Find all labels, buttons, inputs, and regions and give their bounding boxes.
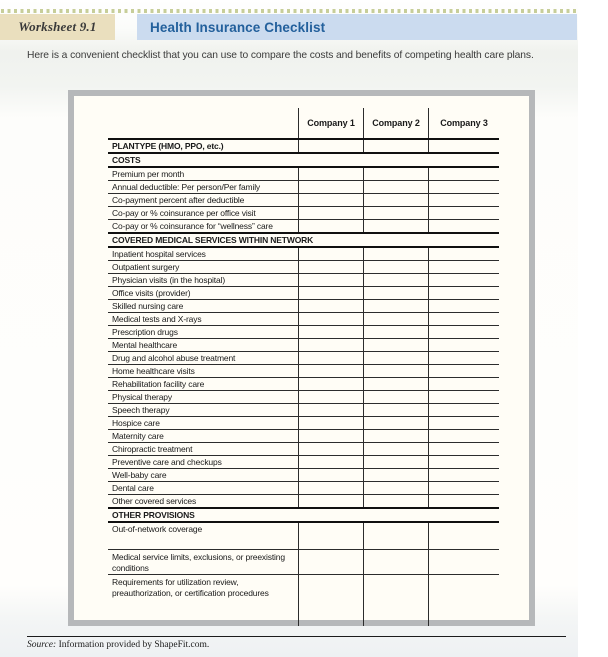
table-cell (298, 207, 363, 219)
section-row (108, 509, 499, 523)
table-cell (298, 140, 363, 152)
row-label: Maternity care (112, 431, 164, 441)
table-cell (363, 140, 428, 152)
row-label: Medical tests and X-rays (112, 314, 202, 324)
table-cell (428, 220, 499, 232)
table-cell (298, 313, 363, 325)
row-label: Dental care (112, 483, 154, 493)
table-header-row (108, 108, 499, 140)
title-bar (0, 14, 577, 40)
table-cell (363, 168, 428, 180)
table-cell (363, 274, 428, 286)
table-cell (298, 456, 363, 468)
table-cell (298, 261, 363, 273)
table-cell (298, 352, 363, 364)
table-cell (428, 391, 499, 403)
header-spacer (108, 108, 298, 138)
table-row (108, 430, 499, 443)
row-label: Hospice care (112, 418, 160, 428)
section-row (108, 234, 499, 248)
table-row (108, 339, 499, 352)
table-cell (298, 339, 363, 351)
table-cell (298, 274, 363, 286)
table-cell (363, 378, 428, 390)
table-row (108, 194, 499, 207)
page-title: Health Insurance Checklist (137, 14, 577, 40)
table-cell (428, 469, 499, 481)
row-label: Drug and alcohol abuse treatment (112, 353, 236, 363)
row-label: Office visits (provider) (112, 288, 191, 298)
table-cell (428, 430, 499, 442)
worksheet-panel (68, 90, 535, 626)
section-row (108, 154, 499, 168)
table-cell (428, 482, 499, 494)
row-label: COVERED MEDICAL SERVICES WITHIN NETWORK (112, 235, 314, 245)
table-cell (298, 575, 363, 626)
table-cell (428, 352, 499, 364)
row-label: Co-pay or % coinsurance for “wellness” care (112, 221, 273, 231)
table-row (108, 181, 499, 194)
row-label: Outpatient surgery (112, 262, 180, 272)
table-cell (363, 495, 428, 507)
row-label: Inpatient hospital services (112, 249, 206, 259)
table-cell (428, 287, 499, 299)
table-row (108, 300, 499, 313)
table-row (108, 220, 499, 234)
table-cell (298, 248, 363, 260)
table-cell (428, 140, 499, 152)
column-header-company-3: Company 3 (428, 108, 499, 138)
table-row (108, 274, 499, 287)
table-cell (298, 168, 363, 180)
table-cell (363, 443, 428, 455)
table-cell (428, 365, 499, 377)
row-label: Skilled nursing care (112, 301, 184, 311)
table-cell (298, 194, 363, 206)
table-row (108, 495, 499, 509)
table-cell (298, 300, 363, 312)
row-label: Preventive care and checkups (112, 457, 222, 467)
checklist-table (108, 108, 499, 626)
table-cell (298, 404, 363, 416)
table-row (108, 378, 499, 391)
table-cell (298, 550, 363, 574)
table-cell (428, 495, 499, 507)
table-row (108, 207, 499, 220)
table-cell (428, 248, 499, 260)
row-label: Co-payment percent after deductible (112, 195, 245, 205)
table-cell (363, 391, 428, 403)
table-cell (428, 207, 499, 219)
dotted-top-border (1, 9, 577, 13)
table-cell (428, 443, 499, 455)
table-row (108, 443, 499, 456)
table-cell (428, 575, 499, 626)
table-cell (428, 300, 499, 312)
row-label: Physician visits (in the hospital) (112, 275, 226, 285)
table-cell (298, 365, 363, 377)
row-label: COSTS (112, 155, 141, 165)
table-row (108, 352, 499, 365)
table-cell (298, 430, 363, 442)
row-label: PLANTYPE (HMO, PPO, etc.) (112, 141, 224, 151)
table-cell (363, 248, 428, 260)
row-label: Medical service limits, exclusions, or preexisting conditions (112, 552, 285, 573)
table-cell (298, 181, 363, 193)
table-cell (363, 300, 428, 312)
table-cell (428, 550, 499, 574)
table-row (108, 365, 499, 378)
table-cell (298, 220, 363, 232)
table-cell (428, 523, 499, 549)
table-cell (298, 469, 363, 481)
row-label: Mental healthcare (112, 340, 178, 350)
table-cell (428, 181, 499, 193)
table-cell (363, 287, 428, 299)
table-cell (428, 168, 499, 180)
table-cell (298, 391, 363, 403)
table-cell (428, 326, 499, 338)
table-cell (298, 495, 363, 507)
row-label: Chiropractic treatment (112, 444, 193, 454)
row-label: Out-of-network coverage (112, 524, 203, 534)
table-row (108, 523, 499, 550)
table-cell (363, 220, 428, 232)
row-label: Prescription drugs (112, 327, 178, 337)
table-row (108, 391, 499, 404)
footer-rule (27, 636, 566, 637)
intro-text: Here is a convenient checklist that you can use to compare the costs and benefits of competing health care plans. (27, 50, 534, 61)
table-cell (363, 404, 428, 416)
row-label: Well-baby care (112, 470, 167, 480)
source-label: Source: (27, 640, 57, 650)
title-gap (115, 14, 137, 40)
table-cell (428, 261, 499, 273)
table-row (108, 417, 499, 430)
source-line (27, 640, 209, 650)
table-cell (428, 194, 499, 206)
table-cell (363, 352, 428, 364)
table-cell (298, 326, 363, 338)
row-label: Physical therapy (112, 392, 172, 402)
table-row (108, 456, 499, 469)
row-label: Co-pay or % coinsurance per office visit (112, 208, 256, 218)
table-cell (298, 287, 363, 299)
table-cell (428, 456, 499, 468)
row-label: Requirements for utilization review, preauthorization, or certification procedures (112, 577, 269, 598)
table-cell (298, 378, 363, 390)
table-row (108, 168, 499, 181)
table-row (108, 469, 499, 482)
table-cell (363, 207, 428, 219)
table-cell (428, 274, 499, 286)
table-row (108, 248, 499, 261)
table-row (108, 404, 499, 417)
table-cell (428, 404, 499, 416)
row-label: Rehabilitation facility care (112, 379, 205, 389)
column-header-company-2: Company 2 (363, 108, 428, 138)
table-cell (363, 181, 428, 193)
table-cell (428, 417, 499, 429)
row-label: OTHER PROVISIONS (112, 510, 195, 520)
table-row (108, 482, 499, 495)
table-cell (298, 482, 363, 494)
row-label: Premium per month (112, 169, 185, 179)
worksheet-number-label: Worksheet 9.1 (0, 14, 115, 40)
table-cell (363, 417, 428, 429)
table-cell (363, 456, 428, 468)
table-row (108, 575, 499, 626)
source-text: Information provided by ShapeFit.com. (58, 640, 210, 650)
table-row (108, 550, 499, 575)
table-cell (363, 313, 428, 325)
table-cell (428, 313, 499, 325)
table-row (108, 313, 499, 326)
table-row (108, 140, 499, 154)
row-label: Annual deductible: Per person/Per family (112, 182, 261, 192)
table-cell (363, 365, 428, 377)
table-cell (363, 194, 428, 206)
table-cell (363, 261, 428, 273)
row-label: Home healthcare visits (112, 366, 195, 376)
table-cell (298, 523, 363, 549)
table-cell (298, 417, 363, 429)
table-cell (363, 523, 428, 549)
table-row (108, 326, 499, 339)
table-row (108, 287, 499, 300)
table-cell (363, 326, 428, 338)
table-cell (363, 575, 428, 626)
table-cell (363, 482, 428, 494)
table-cell (428, 339, 499, 351)
table-cell (428, 378, 499, 390)
table-cell (363, 550, 428, 574)
row-label: Other covered services (112, 496, 197, 506)
table-cell (363, 469, 428, 481)
table-cell (363, 339, 428, 351)
table-row (108, 261, 499, 274)
column-header-company-1: Company 1 (298, 108, 363, 138)
table-cell (363, 430, 428, 442)
row-label: Speech therapy (112, 405, 170, 415)
table-cell (298, 443, 363, 455)
